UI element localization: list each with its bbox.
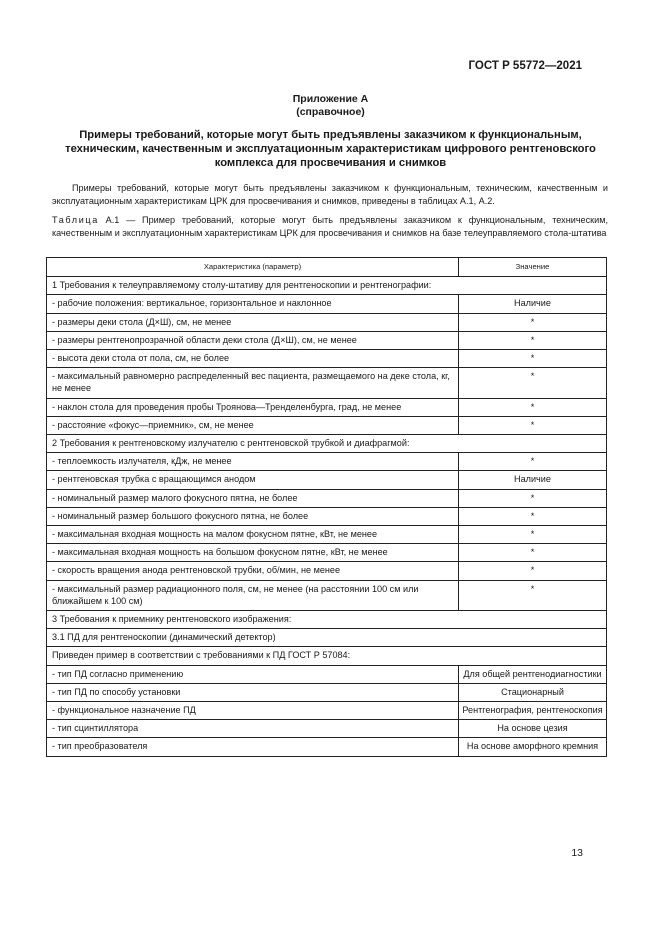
value-cell: *	[459, 580, 607, 610]
value-cell: Наличие	[459, 471, 607, 489]
appendix-subtitle: (справочное)	[296, 106, 365, 118]
table-section-row	[47, 435, 607, 453]
parameter-cell: - номинальный размер большого фокусного пятна, не более	[47, 507, 459, 525]
parameter-cell: - высота деки стола от пола, см, не более	[47, 350, 459, 368]
parameter-cell: - тип преобразователя	[47, 738, 459, 756]
parameter-cell: - максимальный равномерно распределенный вес пациента, размещаемого на деке стола, кг, не менее	[47, 368, 459, 398]
value-cell: На основе аморфного кремния	[459, 738, 607, 756]
value-cell: *	[459, 416, 607, 434]
value-cell: *	[459, 544, 607, 562]
requirements-table	[46, 257, 607, 757]
table-row	[47, 683, 607, 701]
section-title: Приведен пример в соответствии с требованиями к ПД ГОСТ Р 57084:	[47, 647, 607, 665]
table-section-row	[47, 629, 607, 647]
table-row	[47, 580, 607, 610]
table-row	[47, 398, 607, 416]
value-cell: *	[459, 489, 607, 507]
parameter-cell: - скорость вращения анода рентгеновской трубки, об/мин, не менее	[47, 562, 459, 580]
header-parameter: Характеристика (параметр)	[47, 258, 459, 277]
parameter-cell: - максимальная входная мощность на малом фокусном пятне, кВт, не менее	[47, 526, 459, 544]
table-row	[47, 507, 607, 525]
table-caption-text: А.1 — Пример требований, которые могут быть предъявлены заказчиком к функциональным, техническим, качественным и эксплуатационным характеристикам ЦРК для просвечивания и снимков на базе телеуправляемого стола-штатива	[52, 215, 608, 238]
value-cell: Стационарный	[459, 683, 607, 701]
section-title: 1 Требования к телеуправляемому столу-штативу для рентгеноскопии и рентгенографии:	[47, 277, 607, 295]
table-row	[47, 453, 607, 471]
section-title: 2 Требования к рентгеновскому излучателю с рентгеновской трубкой и диафрагмой:	[47, 435, 607, 453]
appendix-title: Приложение А	[292, 93, 369, 105]
table-row	[47, 702, 607, 720]
table-section-row	[47, 647, 607, 665]
parameter-cell: - тип ПД согласно применению	[47, 665, 459, 683]
value-cell: *	[459, 398, 607, 416]
table-header-row	[47, 258, 607, 277]
section-heading: Примеры требований, которые могут быть предъявлены заказчиком к функциональным, техническим, качественным и эксплуатационным характеристикам цифрового рентгеновского комплекса для просвечивания и снимков	[65, 129, 596, 169]
value-cell: *	[459, 331, 607, 349]
table-row	[47, 665, 607, 683]
table-body	[47, 277, 607, 756]
value-cell: *	[459, 507, 607, 525]
table-caption	[52, 214, 608, 239]
table-row	[47, 416, 607, 434]
parameter-cell: - максимальная входная мощность на большом фокусном пятне, кВт, не менее	[47, 544, 459, 562]
parameter-cell: - тип ПД по способу установки	[47, 683, 459, 701]
parameter-cell: - теплоемкость излучателя, кДж, не менее	[47, 453, 459, 471]
table-row	[47, 350, 607, 368]
parameter-cell: - расстояние «фокус—приемник», см, не менее	[47, 416, 459, 434]
standard-number: ГОСТ Р 55772—2021	[468, 60, 582, 72]
parameter-cell: - максимальный размер радиационного поля, см, не менее (на расстоянии 100 см или ближайшем к 100 см)	[47, 580, 459, 610]
page-number: 13	[571, 847, 583, 859]
table-row	[47, 738, 607, 756]
value-cell: На основе цезия	[459, 720, 607, 738]
table-row	[47, 562, 607, 580]
table-row	[47, 471, 607, 489]
section-title: 3.1 ПД для рентгеноскопии (динамический детектор)	[47, 629, 607, 647]
parameter-cell: - тип сцинтиллятора	[47, 720, 459, 738]
table-row	[47, 720, 607, 738]
table-row	[47, 295, 607, 313]
section-title: 3 Требования к приемнику рентгеновского изображения:	[47, 611, 607, 629]
table-caption-label: Таблица	[52, 215, 99, 225]
value-cell: *	[459, 368, 607, 398]
value-cell: *	[459, 453, 607, 471]
parameter-cell: - номинальный размер малого фокусного пятна, не более	[47, 489, 459, 507]
value-cell: Для общей рентгенодиагностики	[459, 665, 607, 683]
parameter-cell: - рентгеновская трубка с вращающимся анодом	[47, 471, 459, 489]
value-cell: *	[459, 313, 607, 331]
parameter-cell: - размеры рентгенопрозрачной области деки стола (Д×Ш), см, не менее	[47, 331, 459, 349]
value-cell: *	[459, 562, 607, 580]
value-cell: *	[459, 350, 607, 368]
table-row	[47, 489, 607, 507]
table-row	[47, 331, 607, 349]
parameter-cell: - рабочие положения: вертикальное, горизонтальное и наклонное	[47, 295, 459, 313]
intro-paragraph: Примеры требований, которые могут быть предъявлены заказчиком к функциональным, техническим, качественным и эксплуатационным характеристикам ЦРК для просвечивания и снимков, приведены в таблицах А.1, А.2.	[52, 183, 608, 206]
value-cell: *	[459, 526, 607, 544]
parameter-cell: - наклон стола для проведения пробы Троянова—Тренделенбурга, град, не менее	[47, 398, 459, 416]
parameter-cell: - размеры деки стола (Д×Ш), см, не менее	[47, 313, 459, 331]
table-row	[47, 368, 607, 398]
table-row	[47, 544, 607, 562]
table-row	[47, 313, 607, 331]
table-row	[47, 526, 607, 544]
table-section-row	[47, 277, 607, 295]
value-cell: Рентгенография, рентгеноскопия	[459, 702, 607, 720]
header-value: Значение	[459, 258, 607, 277]
parameter-cell: - функциональное назначение ПД	[47, 702, 459, 720]
value-cell: Наличие	[459, 295, 607, 313]
table-section-row	[47, 611, 607, 629]
